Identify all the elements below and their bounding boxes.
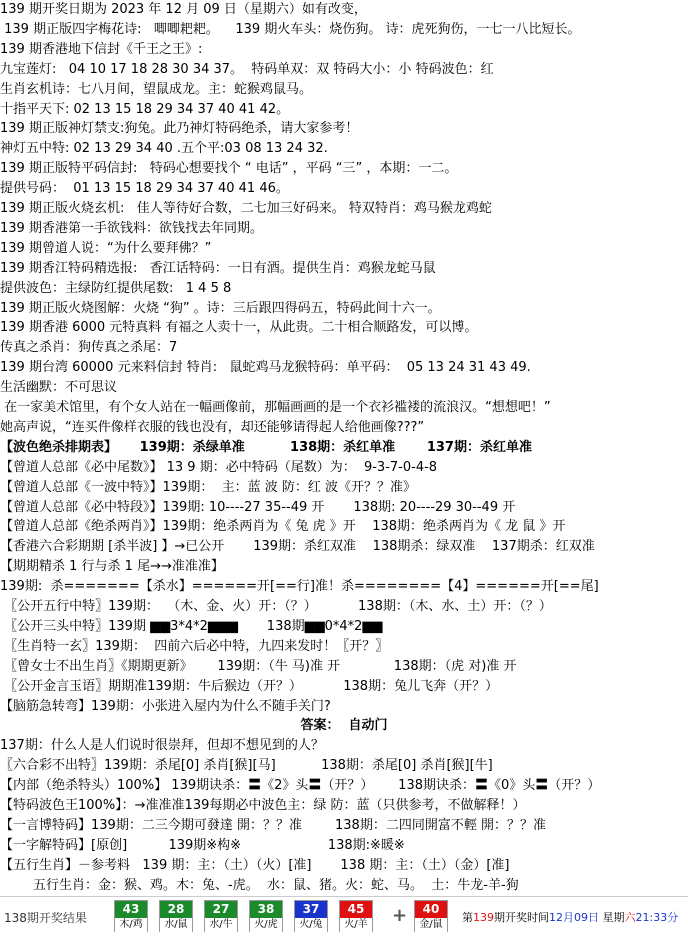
draw-ball-zodiac: 火/羊 — [340, 918, 372, 932]
text-line-content: 【曾道人总部《绝杀两肖》】139期：绝杀两肖为《 兔 虎 》开 138期：绝杀两肖为《 龙 鼠 》开 — [0, 519, 566, 535]
text-line — [0, 458, 688, 477]
draw-ball-zodiac: 火/虎 — [250, 918, 282, 932]
text-line — [0, 418, 688, 437]
text-line-content: 〖公开五行中特〗139期： （木、金、火）开：（？） 138期：（木、水、土）开：（？） — [0, 599, 552, 614]
text-line — [0, 776, 688, 795]
text-line-content: 【一字解特码】[原创] 139期※构※ 138期:※暖※ — [0, 837, 405, 853]
text-line — [0, 100, 688, 119]
text-line-content: 139 期香江特码精选报: 香江话特码：一日有酒。提供生肖：鸡猴龙蛇马鼠 — [0, 260, 436, 276]
text-line — [0, 119, 688, 138]
text-line — [0, 716, 688, 735]
text-line — [0, 239, 688, 258]
text-line — [0, 836, 688, 855]
text-line — [0, 677, 688, 696]
text-line-content: 139 期开奖日期为 2023 年 12 月 09 日（星期六）如有改变， — [0, 2, 367, 17]
text-line-content: 【内部（绝杀特头）100%】 139期诀杀：〓《2》头〓（开？） 138期诀杀：〓《0》头〓（开？） — [0, 778, 601, 794]
text-line — [0, 318, 688, 337]
text-line-content: 答案： 自动门 — [300, 718, 388, 734]
text-line-content: 【一言博特码】139期：二三今期可發達 開：？？准 138期：二四同開富不輕 開：？？准 — [0, 817, 546, 833]
text-line-content: 她高声说，“连买件像样衣服的钱也没有，却还能够请得起人给他画像???” — [0, 419, 425, 435]
text-line-content: 【香港六合彩期期 [杀半波] 】→已公开 139期：杀红双准 138期杀：绿双准 137期杀：红双准 — [0, 539, 595, 555]
text-line-content: 【曾道人总部《一波中特》】139期： 主：蓝 波 防：红 波《开？？准》 — [0, 479, 416, 495]
draw-ball — [204, 900, 238, 932]
text-line — [0, 557, 688, 576]
draw-ball-number: 28 — [160, 901, 192, 918]
text-line — [0, 537, 688, 556]
draw-ball — [114, 900, 148, 932]
text-line-content: 九宝莲灯: 04 10 17 18 28 30 34 37。 特码单双：双 特码大小：小 特码波色：红 — [0, 61, 494, 77]
text-line-content: 〖生肖特一玄〗139期： 四前六后必中特，九四来发时！〖开？〗 — [0, 638, 389, 654]
text-line — [0, 159, 688, 178]
text-line — [0, 20, 688, 39]
next-draw-mid: 期开奖时间 — [494, 911, 549, 924]
text-line-content: 〖公开三头中特〗139期 ▆▆3*4*2▆▆▆ 138期▆▆0*4*2▆▆ — [0, 618, 383, 634]
text-line-content: 提供波色：主绿防红提供尾数: 1 4 5 8 — [0, 280, 232, 296]
text-line — [0, 139, 688, 158]
text-line — [0, 378, 688, 397]
text-line-content: 生肖玄机诗：七八月间，望鼠成龙。主：蛇猴鸡鼠马。 — [0, 81, 313, 97]
next-draw-info — [462, 909, 678, 925]
special-ball-number: 40 — [415, 901, 447, 918]
text-line — [0, 199, 688, 218]
text-line — [0, 637, 688, 656]
text-line-content: 【脑筋急转弯】139期：小张进入屋内为什么不随手关门? — [0, 698, 331, 714]
text-line-content: 〖公开金言玉语〗期期准139期：牛后猴边（开？） 138期：兔儿飞奔（开？） — [0, 678, 499, 694]
draw-ball — [249, 900, 283, 932]
next-draw-weekday: 六 — [624, 911, 636, 924]
text-line — [0, 697, 688, 716]
special-ball — [414, 900, 448, 932]
draw-ball-number: 27 — [205, 901, 237, 918]
draw-ball — [159, 900, 193, 932]
draw-ball-number: 43 — [115, 901, 147, 918]
text-line-content: 【特码波色王100%】：→准准准139每期必中波色主：绿 防：蓝（只供参考，不做解释！） — [0, 798, 526, 813]
text-line — [0, 179, 688, 198]
text-line-content: 神灯五中特: 02 13 29 34 40 .五个平:03 08 13 24 32. — [0, 141, 328, 157]
text-line-content: 〖曾女士不出生肖〗《期期更新》 139期：（牛 马)准 开 138期：（虎 对)准 开 — [0, 658, 517, 674]
text-line — [0, 338, 688, 357]
text-line — [0, 736, 688, 755]
draw-ball — [294, 900, 328, 932]
draw-ball-number: 45 — [340, 901, 372, 918]
text-line — [0, 279, 688, 298]
text-line — [0, 438, 688, 457]
next-draw-period: 139 — [473, 911, 494, 924]
text-line — [0, 219, 688, 238]
text-line — [0, 756, 688, 775]
draw-ball-zodiac: 水/鼠 — [160, 918, 192, 932]
text-line-content: 提供号码： 01 13 15 18 29 34 37 40 41 46。 — [0, 181, 289, 197]
text-line-content: 【期期精杀 1 行与杀 1 尾→→准准准】 — [0, 559, 224, 575]
text-line — [0, 577, 688, 596]
draw-ball-number: 38 — [250, 901, 282, 918]
text-line — [0, 657, 688, 676]
text-line — [0, 358, 688, 377]
text-line — [0, 80, 688, 99]
text-line-content: 139 期台湾 60000 元来料信封 特肖: 鼠蛇鸡马龙猴特码：单平码： 05 13 24 31 43 49. — [0, 360, 531, 376]
text-line-content: 139 期正版火烧玄机: 佳人等待好合数，二七加三好码来。 特双特肖：鸡马猴龙鸡蛇 — [0, 201, 492, 216]
text-line-content: 〖六合彩不出特〗139期：杀尾[0] 杀肖[猴][马] 138期：杀尾[0] 杀肖[猴][牛] — [0, 758, 493, 774]
text-line-content: 139 期正版神灯禁支:狗兔。此乃神灯特码绝杀，请大家参考！ — [0, 121, 359, 137]
text-line-content: 139 期香港地下信封《千王之王》: — [0, 41, 203, 57]
text-line-content: 传真之杀肖：狗传真之杀尾：7 — [0, 340, 178, 356]
text-line — [0, 40, 688, 59]
text-line — [0, 299, 688, 318]
text-line — [0, 398, 688, 417]
text-line-content: 139 期香港 6000 元特真料 有福之人卖十一，从此贵。二十相合顺路发，可以博。 — [0, 320, 478, 336]
text-line-content: 139 期正版火烧图解：火烧 “狗” 。诗：三后跟四得码五，特码此间十六一。 — [0, 300, 441, 316]
text-line — [0, 0, 688, 19]
text-line — [0, 259, 688, 278]
text-line-content: 十指平天下: 02 13 15 18 29 34 37 40 41 42。 — [0, 101, 290, 117]
text-line — [0, 876, 688, 895]
text-line-content: 【波色绝杀排期表】 139期：杀绿单准 138期：杀红单准 137期：杀红单准 — [0, 439, 532, 455]
text-line-content: 137期：什么人是人们说时很崇拜，但却不想见到的人？ — [0, 738, 324, 754]
draw-ball-number: 37 — [295, 901, 327, 918]
next-draw-prefix: 第 — [462, 911, 473, 924]
text-line — [0, 597, 688, 616]
text-line — [0, 816, 688, 835]
next-draw-time: 21:33分 — [635, 911, 679, 924]
draw-ball-zodiac: 火/兔 — [295, 918, 327, 932]
text-line — [0, 856, 688, 875]
plus-sign: + — [392, 905, 408, 926]
text-line-content: 生活幽默：不可思议 — [0, 380, 118, 396]
text-line — [0, 617, 688, 636]
draw-result-footer — [0, 896, 688, 937]
text-line-content: 五行生肖：金：猴、鸡。木：兔、-虎。 水：鼠、猪。火：蛇、马。 土：牛龙-羊-狗 — [0, 877, 519, 893]
text-line-content: 139 期香港第一手欲钱料：欲钱找去年同期。 — [0, 220, 263, 236]
text-line-content: 139 期正版四字梅花诗: 唧唧耙耙。 139 期火车头：烧伤狗。 诗：虎死狗伤，一七一八比短长。 — [0, 21, 581, 37]
draw-ball — [339, 900, 373, 932]
text-line-content: 139 期曾道人说：“为什么要拜佛？” — [0, 240, 212, 256]
text-line-content: 【曾道人总部《必中尾数》】 13 9 期：必中特码（尾数）为： 9-3-7-0-4-8 — [0, 459, 438, 475]
next-draw-date: 12月09日 — [549, 911, 599, 924]
text-line-content: 在一家美术馆里，有个女人站在一幅画像前，那幅画画的是一个衣衫褴褛的流浪汉。“想想吧！” — [0, 400, 551, 415]
special-ball-zodiac: 金/鼠 — [415, 918, 447, 932]
text-line-content: 【五行生肖】－参考料 139 期：主：（土）（火）[准] 138 期：主：（土）（金）[准] — [0, 857, 510, 873]
text-line — [0, 60, 688, 79]
text-line-content: 139 期正版特平码信封: 特码心想要找个 “ 电话” ，平码 “三” ，本期：一二。 — [0, 161, 458, 177]
text-line-content: 139期: 杀=======【杀水】======开[==行]准！杀========【4】======开[==尾] — [0, 579, 599, 595]
text-line — [0, 796, 688, 815]
draw-result-label: 138期开奖结果 — [4, 911, 87, 925]
text-line-content: 【曾道人总部《必中特段》】139期: 10----27 35--49 开 138期: 20----29 30--49 开 — [0, 499, 516, 515]
text-line — [0, 478, 688, 497]
next-draw-week-label: 星期 — [599, 911, 625, 924]
draw-ball-zodiac: 水/牛 — [205, 918, 237, 932]
text-line — [0, 498, 688, 517]
text-line — [0, 517, 688, 536]
draw-ball-zodiac: 木/鸡 — [115, 918, 147, 932]
